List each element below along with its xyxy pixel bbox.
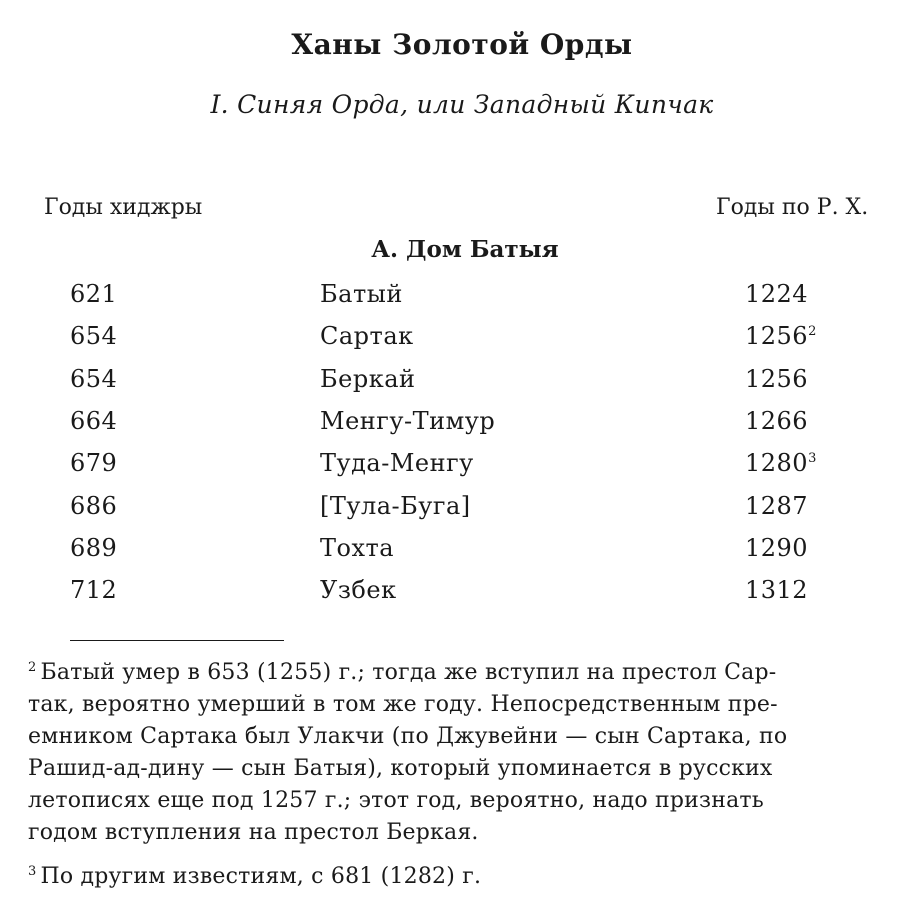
- khan-name: Тохта: [320, 533, 395, 562]
- footnote-ref: 2: [808, 324, 817, 340]
- ad-year: 1224: [745, 280, 809, 308]
- table-row: [0, 280, 924, 316]
- khan-name: Беркай: [320, 364, 416, 393]
- khan-name: [Тула-Буга]: [320, 491, 471, 520]
- ad-year: 1266: [745, 406, 809, 435]
- footnote-line: так, вероятно умерший в том же году. Непосредственным пре-: [28, 692, 778, 717]
- table-row: [0, 534, 924, 570]
- table-row: [0, 365, 924, 401]
- ad-year-cell: [745, 322, 817, 350]
- hijri-year: 679: [70, 449, 118, 478]
- ad-year-cell: [745, 492, 808, 520]
- hijri-year: 654: [70, 322, 118, 351]
- ad-year: 1312: [745, 576, 809, 605]
- ad-year-cell: [745, 576, 808, 604]
- page-subtitle: I. Синяя Орда, или Западный Кипчак: [210, 90, 714, 119]
- ad-year: 1256: [745, 364, 809, 393]
- ad-year-cell: [745, 449, 817, 477]
- table-row: [0, 576, 924, 612]
- footnote-line: По другим известиям, с 681 (1282) г.: [40, 864, 482, 889]
- khan-name: Менгу-Тимур: [320, 406, 496, 435]
- hijri-year: 686: [70, 491, 118, 520]
- footnote-marker: 3: [28, 863, 37, 879]
- hijri-year: 664: [70, 406, 118, 435]
- hijri-year: 712: [70, 576, 118, 605]
- footnote-2: [28, 657, 908, 849]
- ad-year-cell: [745, 407, 808, 435]
- ad-year: 1256: [745, 322, 809, 351]
- khan-name: Туда-Менгу: [320, 449, 474, 478]
- footnote-marker: 2: [28, 659, 37, 675]
- hijri-year: 621: [70, 280, 118, 308]
- ad-year-cell: [745, 280, 808, 308]
- footnote-line: летописях еще под 1257 г.; этот год, вероятно, надо признать: [28, 788, 764, 813]
- hijri-year: 689: [70, 533, 118, 562]
- khan-name: Узбек: [320, 576, 397, 605]
- footnote-line: емником Сартака был Улакчи (по Джувейни — сын Сартака, по: [28, 724, 788, 749]
- footnote-line: годом вступления на престол Беркая.: [28, 820, 479, 845]
- table-row: [0, 322, 924, 358]
- page-title: Ханы Золотой Орды: [291, 28, 633, 61]
- table-row: [0, 407, 924, 443]
- khan-name: Сартак: [320, 322, 414, 351]
- column-header-hijri: Годы хиджры: [44, 195, 203, 220]
- ad-year: 1290: [745, 533, 809, 562]
- ad-year: 1287: [745, 491, 809, 520]
- ad-year-cell: [745, 534, 808, 562]
- section-heading: А. Дом Батыя: [371, 236, 559, 263]
- ad-year-cell: [745, 365, 808, 393]
- ad-year: 1280: [745, 449, 809, 478]
- table-row: [0, 449, 924, 485]
- column-header-ad: Годы по Р. X.: [716, 195, 869, 220]
- footnote-line: Батый умер в 653 (1255) г.; тогда же вступил на престол Сар-: [40, 660, 777, 685]
- footnote-line: Рашид-ад-дину — сын Батыя), который упоминается в русских: [28, 756, 773, 781]
- hijri-year: 654: [70, 364, 118, 393]
- footnote-divider: [70, 640, 284, 641]
- footnote-ref: 3: [808, 451, 817, 467]
- footnote-3: [28, 861, 908, 893]
- khan-name: Батый: [320, 280, 403, 308]
- table-row: [0, 492, 924, 528]
